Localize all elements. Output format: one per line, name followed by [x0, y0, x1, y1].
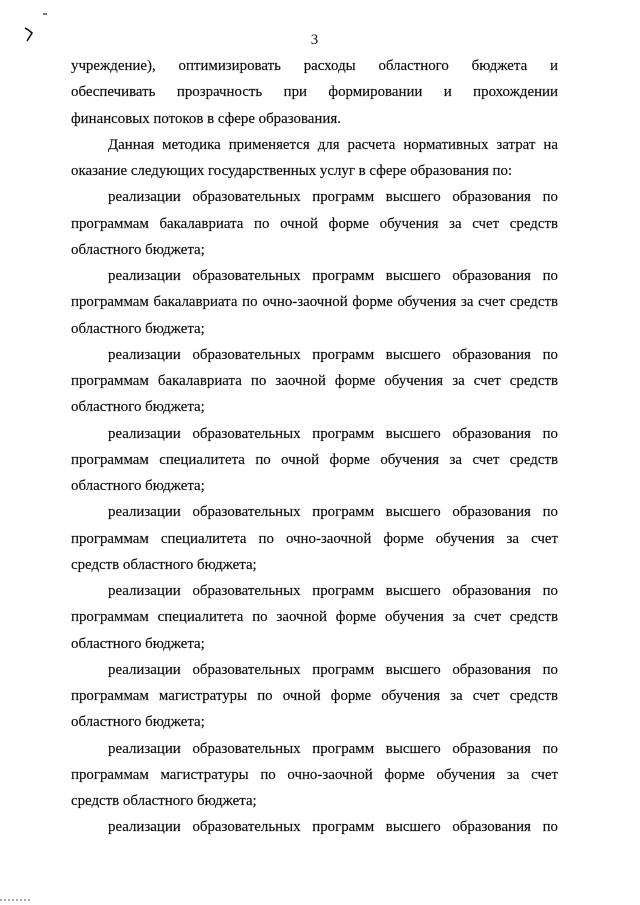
text-line: финансовых потоков в сфере образования. [71, 110, 341, 127]
scan-mark-top-left [18, 6, 52, 44]
text-line: реализации образовательных программ высшего образования по [108, 346, 558, 363]
text-line: программам бакалавриата по заочной форме обучения за счет средств [71, 373, 558, 389]
text-line: Данная методика применяется для расчета нормативных затрат на [108, 136, 558, 153]
text-line: программам бакалавриата по очно-заочной форме обучения за счет средств [71, 294, 558, 311]
paragraph [71, 132, 558, 185]
list-item-paragraph [71, 578, 558, 657]
list-item-paragraph [71, 499, 558, 578]
list-item-paragraph [71, 263, 558, 342]
paragraph [71, 53, 558, 132]
document-body [71, 53, 558, 841]
text-line: реализации образовательных программ высшего образования по [108, 425, 558, 442]
text-line: реализации образовательных программ высшего образования по [108, 661, 558, 678]
text-line: реализации образовательных программ высшего образования по [108, 819, 558, 836]
text-line: областного бюджета; [71, 478, 205, 494]
list-item-paragraph [71, 342, 558, 421]
text-line: программам магистратуры по очной форме обучения за счет средств [71, 688, 558, 704]
text-line: областного бюджета; [71, 241, 205, 258]
text-line: учреждение), оптимизировать расходы областного бюджета и [71, 58, 558, 74]
list-item-paragraph [71, 421, 558, 500]
list-item-paragraph [71, 657, 558, 736]
page-number: 3 [310, 32, 319, 48]
text-line: программам специалитета по очно-заочной форме обучения за счет [71, 530, 558, 547]
list-item-paragraph [71, 814, 558, 840]
list-item-paragraph [71, 736, 558, 815]
text-line: оказание следующих государственных услуг в сфере образования по: [71, 163, 513, 179]
scan-mark-bottom-left [0, 896, 34, 904]
text-line: реализации образовательных программ высшего образования по [108, 504, 558, 521]
text-line: областного бюджета; [71, 635, 205, 652]
text-line: средств областного бюджета; [71, 556, 257, 573]
text-line: реализации образовательных программ высшего образования по [108, 189, 558, 206]
text-line: программам магистратуры по очно-заочной форме обучения за счет [71, 766, 558, 783]
text-line: реализации образовательных программ высшего образования по [108, 268, 558, 284]
list-item-paragraph [71, 184, 558, 263]
text-line: программам специалитета по заочной форме обучения за счет средств [71, 609, 558, 626]
text-line: реализации образовательных программ высшего образования по [108, 740, 558, 757]
text-line: областного бюджета; [71, 714, 205, 731]
text-line: программам бакалавриата по очной форме обучения за счет средств [71, 215, 558, 232]
text-line: реализации образовательных программ высшего образования по [108, 583, 558, 599]
text-line: программам специалитета по очной форме обучения за счет средств [71, 451, 558, 468]
text-line: областного бюджета; [71, 399, 205, 416]
text-line: обеспечивать прозрачность при формировании и прохождении [71, 84, 558, 101]
text-line: областного бюджета; [71, 320, 205, 337]
text-line: средств областного бюджета; [71, 793, 257, 809]
